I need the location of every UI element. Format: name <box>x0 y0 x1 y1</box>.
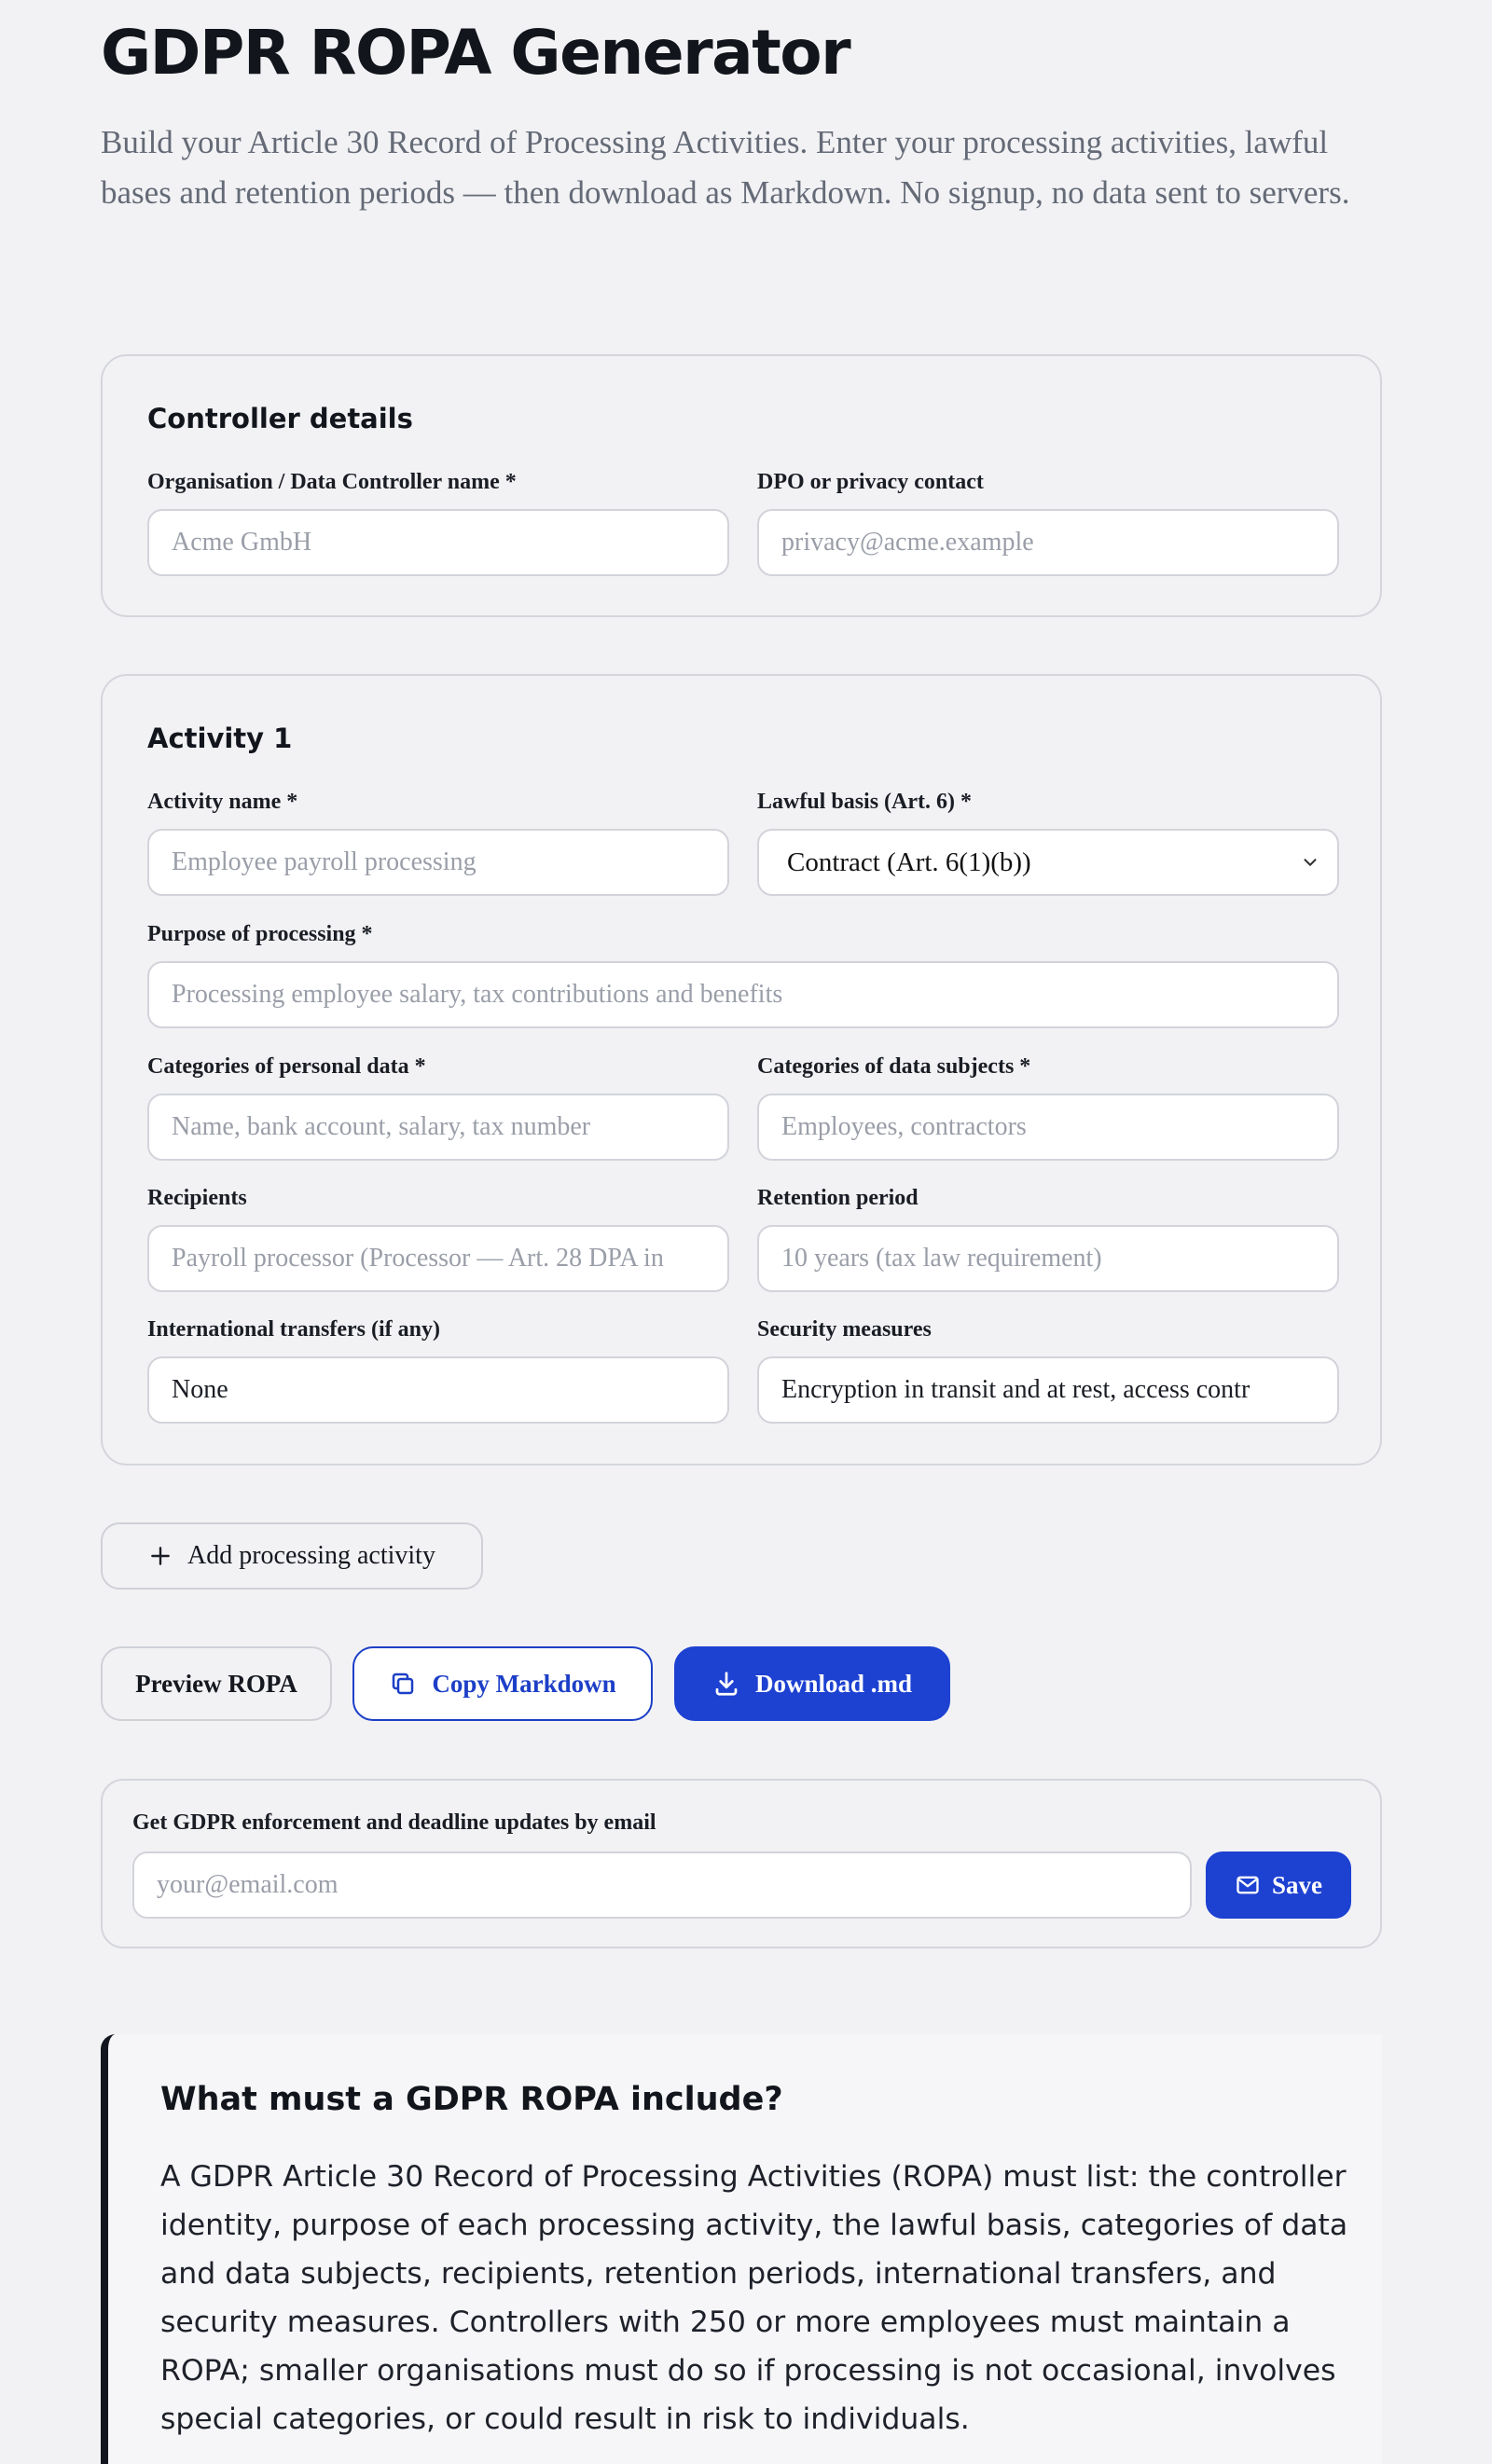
activity-name-label: Activity name * <box>147 790 298 814</box>
org-name-label: Organisation / Data Controller name * <box>147 470 517 494</box>
ropa-info-callout <box>101 2034 1382 2464</box>
preview-ropa-label: Preview ROPA <box>135 1669 297 1698</box>
copy-icon <box>389 1670 417 1698</box>
org-name-input[interactable] <box>147 509 729 576</box>
purpose-field <box>147 922 1339 1028</box>
newsletter-label: Get GDPR enforcement and deadline updates by email <box>132 1810 656 1835</box>
purpose-label: Purpose of processing * <box>147 922 373 946</box>
data-subjects-input[interactable] <box>757 1094 1339 1161</box>
data-subjects-label: Categories of data subjects * <box>757 1054 1031 1079</box>
add-activity-button[interactable] <box>101 1522 483 1590</box>
card-title: Activity 1 <box>147 723 293 754</box>
info-body: A GDPR Article 30 Record of Processing Activities (ROPA) must list: the controller identity, purpose of each processing activity, the lawful basis, categories of data and data subjects, recipients, retention periods, international transfers, and security measures. Controllers with 250 or more employees must maintain a ROPA; smaller organisations must do so if processing is not occasional, involves special categories, or could result in risk to individuals. <box>160 2160 1348 2436</box>
download-md-label: Download .md <box>754 1669 913 1698</box>
transfers-input[interactable] <box>147 1356 729 1424</box>
dpo-contact-field <box>757 470 1339 576</box>
download-icon <box>712 1670 740 1698</box>
activity-card <box>101 674 1382 1466</box>
data-subjects-field <box>757 1054 1339 1161</box>
activity-name-field <box>147 790 729 896</box>
purpose-input[interactable] <box>147 961 1339 1028</box>
mail-icon <box>1235 1872 1261 1898</box>
activity-name-input[interactable] <box>147 829 729 896</box>
card-title: Controller details <box>147 403 413 434</box>
dpo-contact-label: DPO or privacy contact <box>757 470 984 494</box>
transfers-field <box>147 1317 729 1424</box>
recipients-input[interactable] <box>147 1225 729 1292</box>
data-categories-field <box>147 1054 729 1161</box>
security-label: Security measures <box>757 1317 932 1342</box>
security-field <box>757 1317 1339 1424</box>
security-input[interactable] <box>757 1356 1339 1424</box>
newsletter-save-button[interactable] <box>1206 1851 1351 1919</box>
info-title: What must a GDPR ROPA include? <box>160 2081 783 2118</box>
preview-ropa-button[interactable] <box>101 1646 332 1721</box>
page-title: GDPR ROPA Generator <box>101 17 850 89</box>
transfers-label: International transfers (if any) <box>147 1317 440 1342</box>
copy-markdown-button[interactable] <box>352 1646 653 1721</box>
data-categories-label: Categories of personal data * <box>147 1054 426 1079</box>
org-name-field <box>147 470 729 576</box>
retention-label: Retention period <box>757 1186 919 1210</box>
chevron-down-icon <box>1300 852 1320 873</box>
controller-details-card <box>101 354 1382 617</box>
copy-markdown-label: Copy Markdown <box>432 1669 616 1698</box>
plus-icon <box>148 1544 173 1568</box>
newsletter-card <box>101 1779 1382 1948</box>
lawful-basis-value: Contract (Art. 6(1)(b)) <box>787 847 1031 877</box>
lawful-basis-field <box>757 790 1339 896</box>
newsletter-email-input[interactable] <box>132 1851 1192 1919</box>
download-md-button[interactable] <box>674 1646 950 1721</box>
lawful-basis-label: Lawful basis (Art. 6) * <box>757 790 973 814</box>
add-activity-label: Add processing activity <box>187 1541 435 1570</box>
recipients-field <box>147 1186 729 1292</box>
page-description: Build your Article 30 Record of Processing Activities. Enter your processing activities, lawful bases and retention periods — then download as Markdown. No signup, no data sent to servers. <box>101 124 1350 211</box>
recipients-label: Recipients <box>147 1186 247 1210</box>
retention-input[interactable] <box>757 1225 1339 1292</box>
newsletter-save-label: Save <box>1272 1870 1322 1899</box>
lawful-basis-select[interactable] <box>757 829 1339 896</box>
data-categories-input[interactable] <box>147 1094 729 1161</box>
dpo-contact-input[interactable] <box>757 509 1339 576</box>
retention-field <box>757 1186 1339 1292</box>
